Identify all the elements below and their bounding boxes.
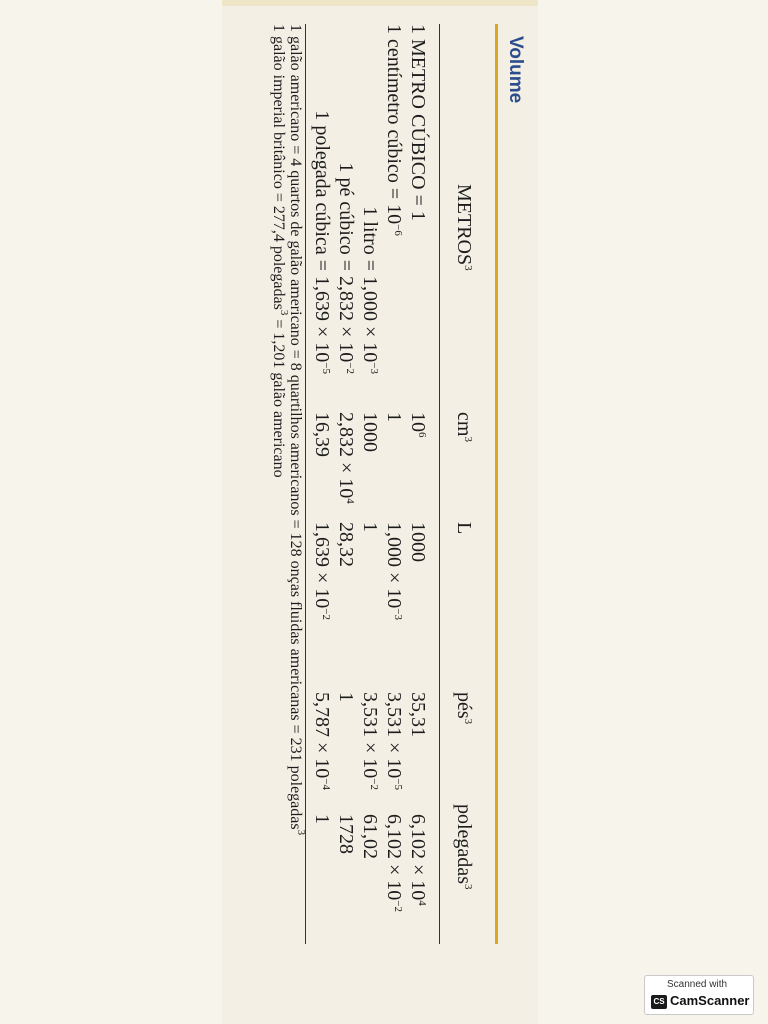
header-rule — [439, 24, 440, 944]
cell-inch: 61,02 — [359, 814, 381, 859]
header-units: METROS$^3$ — [453, 184, 475, 271]
header-inch: polegadas$^3$ — [453, 804, 475, 890]
table-row — [334, 24, 358, 944]
rotated-document — [268, 24, 532, 944]
table-row — [310, 24, 334, 944]
footnote-imperial-gallon: 1 galão imperial britânico = 277,4 polegadas$^3$ = 1,201 galão americano — [270, 24, 290, 478]
watermark-caption: Scanned with — [667, 979, 728, 990]
camscanner-watermark — [644, 975, 754, 1015]
cell-ft: 35,31 — [407, 692, 429, 737]
cell-cm: $10^6$ — [407, 412, 429, 438]
page-top-strip — [222, 0, 538, 6]
section-title: Volume — [505, 36, 526, 104]
cell-ft: $5,787 \times 10^{-4}$ — [311, 692, 333, 790]
cell-liter: 28,32 — [335, 522, 357, 567]
row-label: 1 litro = $1,000 \times 10^{-3}$ — [359, 206, 381, 374]
cell-ft: $3,531 \times 10^{-5}$ — [383, 692, 405, 790]
cell-cm: 16,39 — [311, 412, 333, 457]
row-label: 1 polegada cúbica = $1,639 \times 10^{-5}$ — [311, 110, 333, 374]
camscanner-logo-icon: CS — [651, 995, 667, 1009]
cell-inch: 1728 — [335, 814, 357, 854]
cell-liter: $1,639 \times 10^{-2}$ — [311, 522, 333, 620]
header-liter: L — [453, 522, 475, 535]
cell-ft: 1 — [335, 692, 357, 702]
row-label: 1 METRO CÚBICO = 1 — [407, 24, 429, 221]
cell-inch: $6,102 \times 10^4$ — [407, 814, 429, 906]
table-header — [452, 24, 476, 944]
table-bottom-rule — [305, 24, 306, 944]
cell-liter: $1,000 \times 10^{-3}$ — [383, 522, 405, 620]
watermark-brand: CamScanner — [670, 993, 750, 1008]
cell-inch: 1 — [311, 814, 333, 824]
cell-cm: 1000 — [359, 412, 381, 452]
footnote-us-gallon: 1 galão americano = 4 quartos de galão americano = 8 quartilhos americanos = 128 onças fluidas americanas = 231 polegadas$^3$ — [287, 24, 307, 836]
table-row — [358, 24, 382, 944]
title-rule — [495, 24, 498, 944]
cell-cm: $2,832 \times 10^4$ — [335, 412, 357, 504]
header-cm: $cm^3$ — [453, 412, 475, 442]
cell-inch: $6,102 \times 10^{-2}$ — [383, 814, 405, 912]
cell-ft: $3,531 \times 10^{-2}$ — [359, 692, 381, 790]
cell-cm: 1 — [383, 412, 405, 422]
row-label: 1 pé cúbico = $2,832 \times 10^{-2}$ — [335, 162, 357, 374]
table-row — [382, 24, 406, 944]
cell-liter: 1 — [359, 522, 381, 532]
cell-liter: 1000 — [407, 522, 429, 562]
row-label: 1 centímetro cúbico = $10^{-6}$ — [383, 24, 405, 236]
table-row — [406, 24, 430, 944]
header-ft: pés$^3$ — [453, 692, 475, 725]
